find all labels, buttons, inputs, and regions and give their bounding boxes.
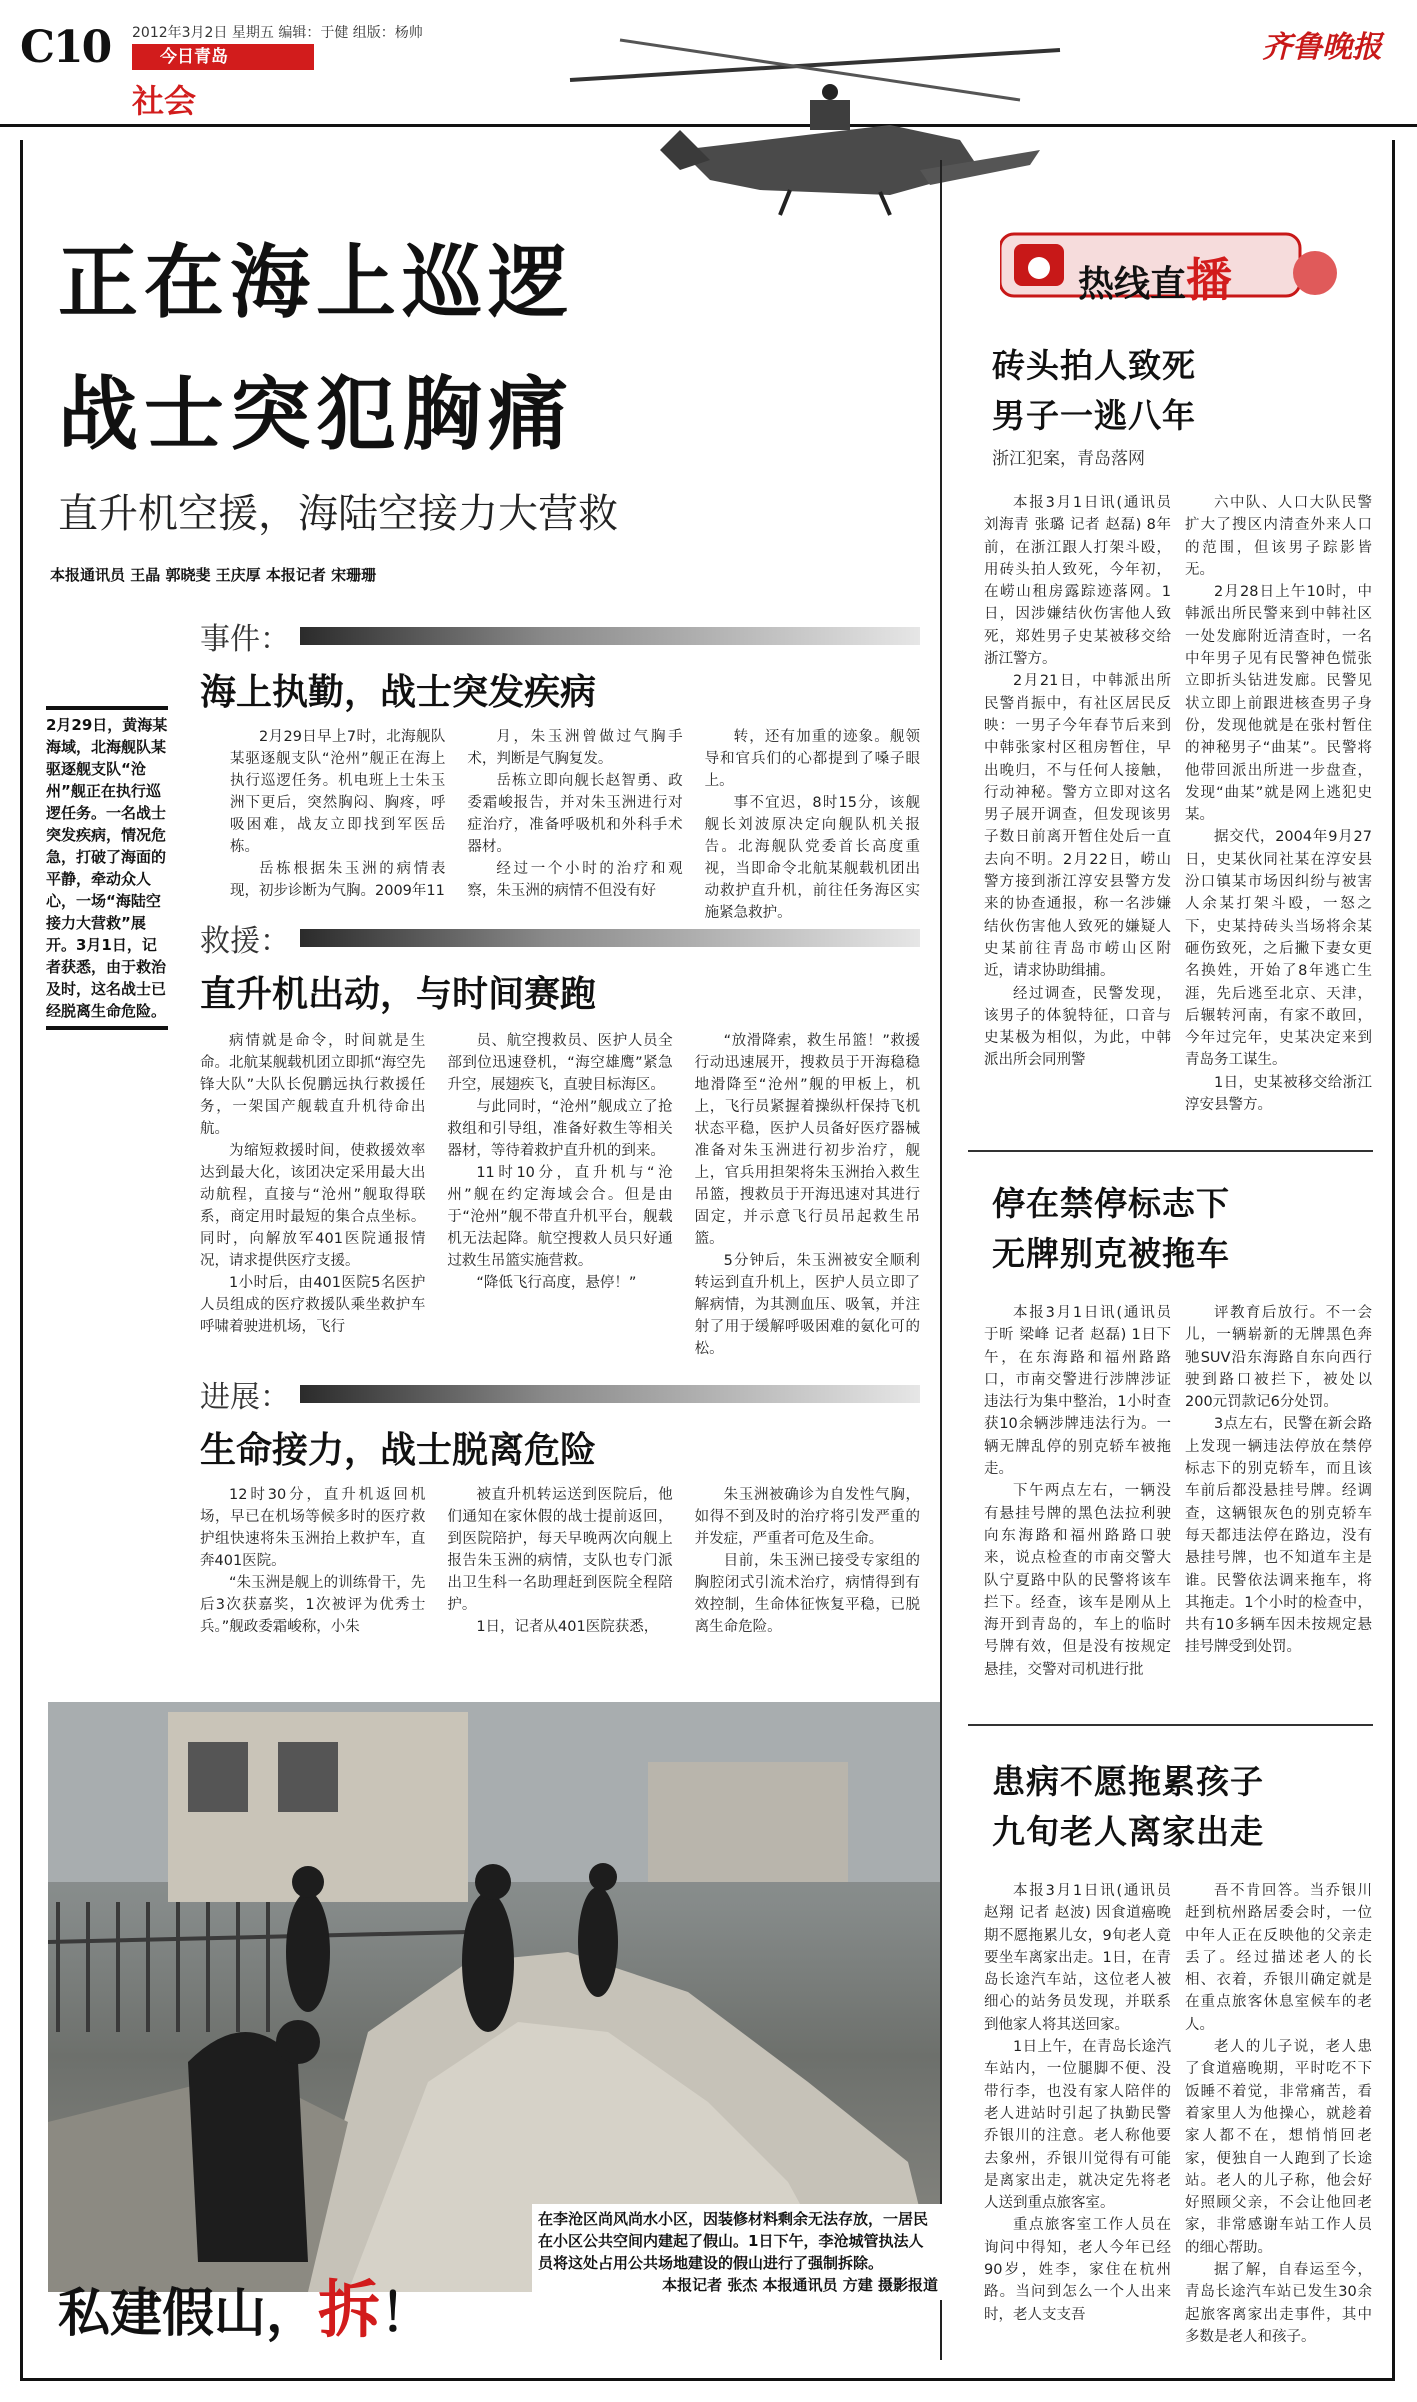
paragraph: 目前，朱玉洲已接受专家组的胸腔闭式引流术治疗，病情得到有效控制，生命体征恢复平稳，已脱离生命危险。 xyxy=(694,1553,920,1635)
section-rescue xyxy=(200,916,920,1017)
frame-right xyxy=(1392,140,1395,2380)
story1-title-line-2: 男子一逃八年 xyxy=(992,396,1196,435)
paragraph: 员、航空搜救员、医护人员全部到位迅速登机，“海空雄鹰”紧急升空，展翅疾飞，直驶目标海区。 xyxy=(447,1033,673,1093)
paragraph: 12时30分，直升机返回机场，早已在机场等候多时的医疗救护组快速将朱玉洲抬上救护车，直奔401医院。 xyxy=(200,1487,426,1569)
photo-headline-text: 私建假山， xyxy=(58,2283,319,2344)
paragraph: 2月21日，中韩派出所民警肖振中，有社区居民反映：一男子今年春节后来到中韩张家村区租房暂住，早出晚归，不与任何人接触，行动神秘。警方立即对这名男子展开调查，但发现该男子数日前离开暂住处后一直去向不明。2月22日，崂山警方接到浙江淳安县警方发来的协查通报，称一名涉嫌结伙伤害他人致死的嫌疑人史某前往青岛市崂山区附近，请求协助缉捕。 xyxy=(984,673,1171,980)
article-column xyxy=(984,1302,1171,1681)
section-bar xyxy=(300,1385,920,1403)
photo-headline xyxy=(58,2260,432,2349)
paragraph: 老人的儿子说，老人患了食道癌晚期，平时吃不下饭睡不着觉，非常痛苦，看着家里人为他操心，就趁着家人都不在，想悄悄回老家，便独自一人跑到了长途站。老人的儿子称，他会好好照顾父亲，不会让他回老家，非常感谢车站工作人员的细心帮助。 xyxy=(1185,2039,1372,2256)
photo-headline-mark: ！ xyxy=(380,2283,433,2344)
paragraph: 事不宜迟，8时15分，该舰舰长刘波原决定向舰队机关报告。北海舰队党委首长高度重视，当即命令北航某舰载机团出动救护直升机，前往任务海区实施紧急救护。 xyxy=(704,795,920,921)
story3-title-line-1: 患病不愿拖累孩子 xyxy=(992,1762,1264,1801)
section-label: 进展： xyxy=(200,1380,290,1415)
column-separator xyxy=(940,160,942,2360)
article-column xyxy=(1185,492,1372,1116)
helicopter-illustration xyxy=(560,20,1080,220)
paragraph: 3点左右，民警在新会路上发现一辆违法停放在禁停标志下的别克轿车，而且该车前后都没悬挂号牌。经调查，这辆银灰色的别克轿车每天都违法停在路边，没有悬挂号牌，也不知道车主是谁。民警依法调来拖车，将其拖走。1个小时的检查中，共有10多辆车因未按规定悬挂号牌受到处罚。 xyxy=(1185,1416,1372,1656)
section-bar xyxy=(300,627,920,645)
article-column xyxy=(200,1030,425,1360)
paragraph: 本报3月1日讯(通讯员 于昕 梁峰 记者 赵磊) 1日下午，在东海路和福州路路口，市南交警进行涉牌涉证违法行为集中整治，1小时查获10余辆涉牌违法行为。一辆无牌乱停的别克轿车被拖走。 xyxy=(984,1305,1171,1478)
section-progress-body xyxy=(200,1484,920,1638)
paragraph: 吾不肯回答。当乔银川赶到杭州路居委会时，一位中年人正在反映他的父亲走丢了。经过描述老人的长相、衣着，乔银川确定就是在重点旅客休息室候车的老人。 xyxy=(1185,1883,1372,2033)
paragraph: 1日上午，在青岛长途汽车站内，一位腿脚不便、没带行李，也没有家人陪伴的老人进站时引起了执勤民警乔银川的注意。老人称他要去象州，乔银川觉得有可能是离家出走，就决定先将老人送到重点旅客室。 xyxy=(984,2039,1171,2212)
hotline-title xyxy=(1078,244,1232,310)
section-tag: 今日青岛 xyxy=(132,44,314,70)
paragraph: 2月29日早上7时，北海舰队某驱逐舰支队“沧州”舰正在海上执行巡逻任务。机电班上士朱玉洲下更后，突然胸闷、胸疼，呼吸困难，战友立即找到军医岳栋。 xyxy=(230,729,446,855)
paragraph: 5分钟后，朱玉洲被安全顺利转运到直升机上，医护人员立即了解病情，为其测血压、吸氧，并注射了用于缓解呼吸困难的氨化可的松。 xyxy=(694,1253,920,1357)
headline-line-1: 正在海上巡逻 xyxy=(58,235,574,329)
story-divider xyxy=(968,1724,1373,1726)
paragraph: 被直升机转运送到医院后，他们通知在家休假的战士提前返回，到医院陪护，每天早晚两次向舰上报告朱玉洲的病情，支队也专门派出卫生科一名助理赶到医院全程陪护。 xyxy=(447,1487,673,1613)
section-heading: 海上执勤，战士突发疾病 xyxy=(200,672,597,713)
photo-credit: 本报记者 张杰 本报通讯员 方建 摄影报道 xyxy=(662,2276,938,2294)
section-event-body xyxy=(230,726,920,924)
paragraph: “放滑降索，救生吊篮！”救援行动迅速展开，搜救员于开海稳稳地滑降至“沧州”舰的甲板上，机上，飞行员紧握着操纵杆保持飞机状态平稳，医护人员备好医疗器械准备对朱玉洲进行初步治疗，舰上，官兵用担架将朱玉洲抬入救生吊篮，搜救员于开海迅速对其进行固定，并示意飞行员吊起救生吊篮。 xyxy=(694,1033,920,1247)
section-event xyxy=(200,614,920,715)
paragraph: 重点旅客室工作人员在询问中得知，老人今年已经90岁，姓李，家住在杭州路。当问到怎么一个人出来时，老人支支吾 xyxy=(984,2217,1171,2323)
story3-body xyxy=(984,1880,1372,2348)
photo-caption-text: 在李沧区尚风尚水小区，因装修材料剩余无法存放，一居民在小区公共空间内建起了假山。1日下午，李沧城管执法人员将这处占用公共场地建设的假山进行了强制拆除。 xyxy=(538,2210,929,2272)
photo-caption xyxy=(532,2204,944,2300)
story2-title-line-1: 停在禁停标志下 xyxy=(992,1184,1230,1223)
article-column xyxy=(447,1030,672,1360)
section-label: 救援： xyxy=(200,924,290,959)
paragraph: “朱玉洲是舰上的训练骨干，先后3次获嘉奖，1次被评为优秀士兵。”舰政委霜峻称，小朱 xyxy=(200,1575,426,1635)
paragraph: 11时10分，直升机与“沧州”舰在约定海域会合。但是由于“沧州”舰不带直升机平台，舰载机无法起降。航空搜救人员只好通过救生吊篮实施营救。 xyxy=(447,1165,673,1269)
headline-subtitle: 直升机空援，海陆空接力大营救 xyxy=(58,491,618,537)
paragraph: 本报3月1日讯(通讯员 赵翔 记者 赵波) 因食道癌晚期不愿拖累儿女，9旬老人竟要坐车离家出走。1日，在青岛长途汽车站，这位老人被细心的站务员发现，并联系到他家人将其送回家。 xyxy=(984,1883,1171,2033)
article-column xyxy=(984,1880,1171,2348)
story-divider xyxy=(968,1150,1373,1152)
headline-line-2: 战士突犯胸痛 xyxy=(58,367,574,461)
story3-title-line-2: 九旬老人离家出走 xyxy=(992,1812,1264,1851)
section-bar xyxy=(300,929,920,947)
story2-body xyxy=(984,1302,1372,1681)
paragraph: “降低飞行高度，悬停！” xyxy=(476,1275,637,1291)
hotline-banner xyxy=(1000,218,1360,312)
paragraph: 与此同时，“沧州”舰成立了抢救组和引导组，准备好救生等相关器材，等待着救护直升机的到来。 xyxy=(447,1099,673,1159)
article-column xyxy=(447,1484,672,1638)
hotline-title-emphasis: 播 xyxy=(1186,253,1233,307)
paragraph: 1小时后，由401医院5名医护人员组成的医疗救援队乘坐救护车呼啸着驶进机场，飞行 xyxy=(200,1275,426,1335)
article-column xyxy=(984,492,1171,1116)
article-column xyxy=(705,726,920,924)
frame-left xyxy=(20,140,23,2380)
section-name: 社会 xyxy=(132,82,197,120)
paragraph: 岳栋立即向舰长赵智勇、政委霜峻报告，并对朱玉洲进行对症治疗，准备呼吸机和外科手术器材。 xyxy=(467,773,683,855)
article-column xyxy=(200,1484,425,1638)
article-column xyxy=(467,726,682,924)
paragraph: 1日，记者从401医院获悉， xyxy=(476,1619,659,1635)
issue-meta: 2012年3月2日 星期五 编辑：于健 组版：杨帅 xyxy=(132,25,423,41)
hotline-title-text: 热线直 xyxy=(1078,264,1187,305)
article-column xyxy=(1185,1880,1372,2348)
article-column xyxy=(1185,1302,1372,1681)
article-column xyxy=(695,1484,920,1638)
paragraph: 月，朱玉洲曾做过气胸手术，判断是气胸复发。 xyxy=(467,729,683,767)
section-heading: 生命接力，战士脱离危险 xyxy=(200,1430,597,1471)
paragraph: 据了解，自春运至今，青岛长途汽车站已发生30余起旅客离家出走事件，其中多数是老人和孩子。 xyxy=(1185,2262,1372,2345)
paragraph: 下午两点左右，一辆没有悬挂号牌的黑色法拉利驶向东海路和福州路路口驶来，说点检查的市南交警大队宁夏路中队的民警将该车拦下。经查，该车是刚从上海开到青岛的，车上的临时号牌有效，但是没有按规定悬挂，交警对司机进行批 xyxy=(984,1483,1171,1678)
paragraph: 评教育后放行。不一会儿，一辆崭新的无牌黑色奔驰SUV沿东海路自东向西行驶到路口被拦下，被处以200元罚款记6分处罚。 xyxy=(1185,1305,1372,1411)
page-number: C10 xyxy=(20,22,111,73)
newspaper-masthead: 齐鲁晚报 xyxy=(1262,30,1382,65)
paragraph: 2月28日上午10时，中韩派出所民警来到中韩社区一处发廊附近清查时，一名中年男子见有民警神色慌张立即折头钻进发廊。民警见状立即上前跟进核查男子身份，发现他就是在张村暂住的神秘男子“曲某”。民警将他带回派出所进一步盘查，发现“曲某”就是网上逃犯史某。 xyxy=(1185,584,1372,824)
paragraph: 为缩短救援时间，使救援效率达到最大化，该团决定采用最大出动航程，直接与“沧州”舰取得联系，商定用时最短的集合点坐标。同时，向解放军401医院通报情况，请求提供医疗支援。 xyxy=(200,1143,426,1269)
article-column xyxy=(230,726,445,924)
section-progress xyxy=(200,1372,920,1473)
paragraph: 1日，史某被移交给浙江淳安县警方。 xyxy=(1185,1074,1372,1114)
paragraph: 经过调查，民警发现，该男子的体貌特征，口音与史某极为相似，为此，中韩派出所会同刑警 xyxy=(984,985,1171,1069)
story2-title-line-2: 无牌别克被拖车 xyxy=(992,1234,1230,1273)
article-column xyxy=(695,1030,920,1360)
section-rescue-body xyxy=(200,1030,920,1360)
story1-title-line-1: 砖头拍人致死 xyxy=(992,346,1196,385)
paragraph: 岳栋根据朱玉洲的病情表现，初步诊断为气胸。2009年11 xyxy=(230,861,446,899)
story1-body xyxy=(984,492,1372,1116)
paragraph: 六中队、人口大队民警扩大了搜区内清查外来人口的范围，但该男子踪影皆无。 xyxy=(1185,495,1372,578)
paragraph: 转，还有加重的迹象。舰领导和官兵们的心都提到了嗓子眼上。 xyxy=(704,729,920,789)
photo-headline-emphasis: 拆 xyxy=(318,2273,381,2346)
frame-bottom xyxy=(20,2378,1395,2381)
lead-summary-box: 2月29日，黄海某海域，北海舰队某驱逐舰支队“沧州”舰正在执行巡逻任务。一名战士突发疾病，情况危急，打破了海面的平静，牵动众人心，一场“海陆空接力大营救”展开。3月1日，记者获悉，由于救治及时，这名战士已经脱离生命危险。 xyxy=(46,706,168,1030)
paragraph: 朱玉洲被确诊为自发性气胸，如得不到及时的治疗将引发严重的并发症，严重者可危及生命。 xyxy=(694,1487,920,1547)
section-label: 事件： xyxy=(200,622,290,657)
story1-subtitle: 浙江犯案，青岛落网 xyxy=(992,449,1145,469)
section-heading: 直升机出动，与时间赛跑 xyxy=(200,974,597,1015)
paragraph: 经过一个小时的治疗和观察，朱玉洲的病情不但没有好 xyxy=(467,861,683,899)
paragraph: 本报3月1日讯(通讯员 刘海青 张璐 记者 赵磊) 8年前，在浙江跟人打架斗殴，用砖头拍人致死，今年初，在崂山租房露踪迹落网。1日，因涉嫌结伙伤害他人致死，郑姓男子史某被移交给浙江警方。 xyxy=(984,495,1171,668)
paragraph: 病情就是命令，时间就是生命。北航某舰载机团立即抓“海空先锋大队”大队长倪鹏远执行救援任务，一架国产舰载直升机待命出航。 xyxy=(200,1033,426,1137)
article-byline: 本报通讯员 王晶 郭晓斐 王庆厚 本报记者 宋珊珊 xyxy=(50,566,377,584)
paragraph: 据交代，2004年9月27日，史某伙同社某在淳安县汾口镇某市场因纠纷与被害人余某打架斗殴，一怒之下，史某持砖头当场将余某砸伤致死，之后撇下妻女更名换姓，开始了8年逃亡生涯，先后逃至北京、天津，后辗转河南，有家不敢回，今年过完年，史某决定来到青岛务工谋生。 xyxy=(1185,829,1372,1069)
